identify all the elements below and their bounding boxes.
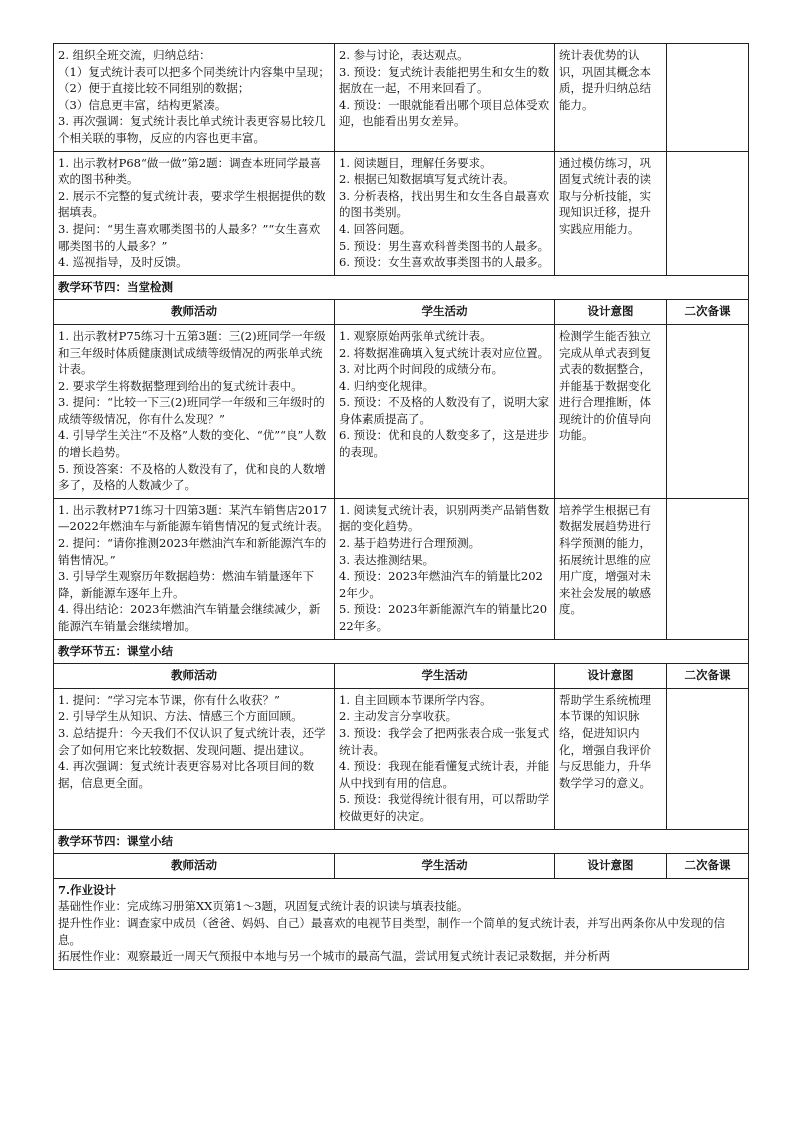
activity-line: 2. 参与讨论，表达观点。 xyxy=(339,48,469,62)
activity-line: 4. 巡视指导，及时反馈。 xyxy=(58,255,188,270)
design-intent-cell: 培养学生根据已有数据发展趋势进行科学预测的能力，拓展统计思维的应用广度，增强对未来社会发展的敏感度。 xyxy=(555,498,667,639)
teacher-activity-cell xyxy=(54,688,335,829)
student-activity-cell xyxy=(335,44,555,152)
activity-row xyxy=(54,324,749,498)
activity-line: 2. 基于趋势进行合理预测。 xyxy=(339,536,481,551)
homework-row xyxy=(54,878,749,969)
activity-line: 4. 得出结论：2023年燃油汽车销量会继续减少，新能源汽车销量会继续增加。 xyxy=(58,602,321,633)
activity-row xyxy=(54,151,749,275)
activity-line: 3. 提问：“男生喜欢哪类图书的人最多？”“女生喜欢哪类图书的人最多？” xyxy=(58,221,321,253)
header-intent: 设计意图 xyxy=(555,664,667,689)
activity-line: 3. 预设：我学会了把两张表合成一张复式统计表。 xyxy=(339,725,550,757)
activity-line: 1. 出示教材P71练习十四第3题：某汽车销售店2017—2022年燃油车与新能源车销售情况的复式统计表。 xyxy=(58,502,329,534)
section-title: 教学环节四：课堂小结 xyxy=(54,829,749,854)
second-prep-cell xyxy=(667,688,749,829)
activity-line: 6. 预设：女生喜欢故事类图书的人最多。 xyxy=(339,255,550,270)
section-five-row xyxy=(54,639,749,664)
activity-line: 1. 阅读复式统计表，识别两类产品销售数据的变化趋势。 xyxy=(339,502,550,534)
column-header-row xyxy=(54,300,749,325)
activity-row xyxy=(54,498,749,639)
section-four-row xyxy=(54,275,749,300)
activity-line: 5. 预设：男生喜欢科普类图书的人最多。 xyxy=(339,238,550,253)
column-header-row xyxy=(54,854,749,879)
homework-basic: 基础性作业：完成练习册第XX页第1～3题，巩固复式统计表的识读与填表技能。 xyxy=(58,899,469,914)
activity-line: 5. 预设答案：不及格的人数没有了，优和良的人数增多了，及格的人数减少了。 xyxy=(58,461,326,493)
activity-row xyxy=(54,688,749,829)
activity-line: 4. 引导学生关注“不及格”人数的变化、“优”“良”人数的增长趋势。 xyxy=(58,428,327,460)
activity-line: 4. 预设：2023年燃油汽车的销量比2022年少。 xyxy=(339,569,543,600)
activity-row xyxy=(54,44,749,152)
section-title: 教学环节五：课堂小结 xyxy=(54,639,749,664)
header-second: 二次备课 xyxy=(667,854,749,879)
activity-line: 5. 预设：2023年新能源汽车的销量比2022年多。 xyxy=(339,602,548,633)
activity-line: 2. 要求学生将数据整理到给出的复式统计表中。 xyxy=(58,378,303,393)
activity-line: 4. 再次强调：复式统计表更容易对比各项目间的数据，信息更全面。 xyxy=(58,759,315,790)
activity-line: 3. 预设：复式统计表能把男生和女生的数据放在一起，不用来回看了。 xyxy=(339,64,550,96)
section-title: 教学环节四：当堂检测 xyxy=(54,275,749,300)
activity-line: 2. 根据已知数据填写复式统计表。 xyxy=(339,172,515,187)
activity-line: 4. 回答问题。 xyxy=(339,221,412,236)
lesson-plan-document xyxy=(53,43,748,970)
activity-line: 3. 提问：“比较一下三(2)班同学一年级和三年级时的成绩等级情况，你有什么发现？” xyxy=(58,395,325,426)
student-activity-cell xyxy=(335,151,555,275)
activity-line: 3. 分析表格，找出男生和女生各自最喜欢的图书类别。 xyxy=(339,188,550,220)
second-prep-cell xyxy=(667,151,749,275)
activity-line: 2. 组织全班交流，归纳总结： xyxy=(58,48,211,62)
activity-line: 5. 预设：不及格的人数没有了，说明大家身体素质提高了。 xyxy=(339,395,550,426)
header-second: 二次备课 xyxy=(667,664,749,689)
second-prep-cell xyxy=(667,498,749,639)
header-second: 二次备课 xyxy=(667,300,749,325)
second-prep-cell xyxy=(667,324,749,498)
lesson-plan-table xyxy=(53,43,749,970)
activity-line: 4. 归纳变化规律。 xyxy=(339,378,435,393)
activity-line: 1. 出示教材P68“做一做”第2题：调查本班同学最喜欢的图书种类。 xyxy=(58,155,322,187)
activity-line: 2. 引导学生从知识、方法、情感三个方面回顾。 xyxy=(58,709,303,724)
homework-cell xyxy=(54,878,749,969)
section-six-row xyxy=(54,829,749,854)
homework-title: 7.作业设计 xyxy=(58,882,117,897)
activity-line: （3）信息更丰富，结构更紧凑。 xyxy=(58,97,227,112)
activity-line: （1）复式统计表可以把多个同类统计内容集中呈现； xyxy=(58,64,330,79)
activity-line: 1. 自主回顾本节课所学内容。 xyxy=(339,692,492,707)
activity-line: 2. 主动发言分享收获。 xyxy=(339,709,458,724)
activity-line: 1. 出示教材P75练习十五第3题：三(2)班同学一年级和三年级时体质健康测试成绩等级情况的两张单式统计表。 xyxy=(58,328,326,377)
activity-line: 6. 预设：优和良的人数变多了，这是进步的表现。 xyxy=(339,428,550,460)
activity-line: 4. 预设：一眼就能看出哪个项目总体受欢迎，也能看出男女差异。 xyxy=(339,97,550,129)
activity-line: 3. 引导学生观察历年数据趋势：燃油车销量逐年下降，新能源车逐年上升。 xyxy=(58,569,315,600)
activity-line: 1. 阅读题目，理解任务要求。 xyxy=(339,155,492,170)
activity-line: 2. 将数据准确填入复式统计表对应位置。 xyxy=(339,345,550,360)
header-student: 学生活动 xyxy=(335,300,555,325)
header-intent: 设计意图 xyxy=(555,300,667,325)
activity-line: 2. 提问：“请你推测2023年燃油汽车和新能源汽车的销售情况。” xyxy=(58,536,327,567)
activity-line: 3. 总结提升：今天我们不仅认识了复式统计表，还学会了如何用它来比较数据、发现问题、提出建议。 xyxy=(58,725,326,757)
teacher-activity-cell xyxy=(54,44,335,152)
activity-line: 3. 再次强调：复式统计表比单式统计表更容易比较几个相关联的事物，反应的内容也更丰富。 xyxy=(58,114,326,145)
design-intent-cell: 通过模仿练习，巩固复式统计表的读取与分析技能，实现知识迁移，提升实践应用能力。 xyxy=(555,151,667,275)
design-intent-cell: 统计表优势的认识，巩固其概念本质，提升归纳总结能力。 xyxy=(555,44,667,152)
header-teacher: 教师活动 xyxy=(54,854,335,879)
teacher-activity-cell xyxy=(54,498,335,639)
design-intent-cell: 检测学生能否独立完成从单式表到复式表的数据整合，并能基于数据变化进行合理推断，体现统计的价值导向功能。 xyxy=(555,324,667,498)
activity-line: 1. 提问：“学习完本节课，你有什么收获？” xyxy=(58,692,280,707)
header-student: 学生活动 xyxy=(335,664,555,689)
column-header-row xyxy=(54,664,749,689)
header-student: 学生活动 xyxy=(335,854,555,879)
teacher-activity-cell xyxy=(54,324,335,498)
activity-line: 3. 对比两个时间段的成绩分布。 xyxy=(339,362,504,377)
student-activity-cell xyxy=(335,688,555,829)
student-activity-cell xyxy=(335,498,555,639)
header-teacher: 教师活动 xyxy=(54,664,335,689)
activity-line: （2）便于直接比较不同组别的数据； xyxy=(58,81,250,96)
homework-improve: 提升性作业：调查家中成员（爸爸、妈妈、自己）最喜欢的电视节目类型，制作一个简单的复式统计表，并写出两条你从中发现的信息。 xyxy=(58,915,725,947)
second-prep-cell xyxy=(667,44,749,152)
activity-line: 1. 观察原始两张单式统计表。 xyxy=(339,328,492,343)
student-activity-cell xyxy=(335,324,555,498)
activity-line: 4. 预设：我现在能看懂复式统计表，并能从中找到有用的信息。 xyxy=(339,759,550,790)
teacher-activity-cell xyxy=(54,151,335,275)
activity-line: 2. 展示不完整的复式统计表，要求学生根据提供的数据填表。 xyxy=(58,188,326,220)
design-intent-cell: 帮助学生系统梳理本节课的知识脉络，促进知识内化，增强自我评价与反思能力，升华数学学习的意义。 xyxy=(555,688,667,829)
header-intent: 设计意图 xyxy=(555,854,667,879)
activity-line: 5. 预设：我觉得统计很有用，可以帮助学校做更好的决定。 xyxy=(339,792,550,823)
homework-extend: 拓展性作业：观察最近一周天气预报中本地与另一个城市的最高气温，尝试用复式统计表记录数据，并分析两 xyxy=(58,949,610,964)
table-body xyxy=(54,44,749,970)
header-teacher: 教师活动 xyxy=(54,300,335,325)
activity-line: 3. 表达推测结果。 xyxy=(339,552,435,567)
